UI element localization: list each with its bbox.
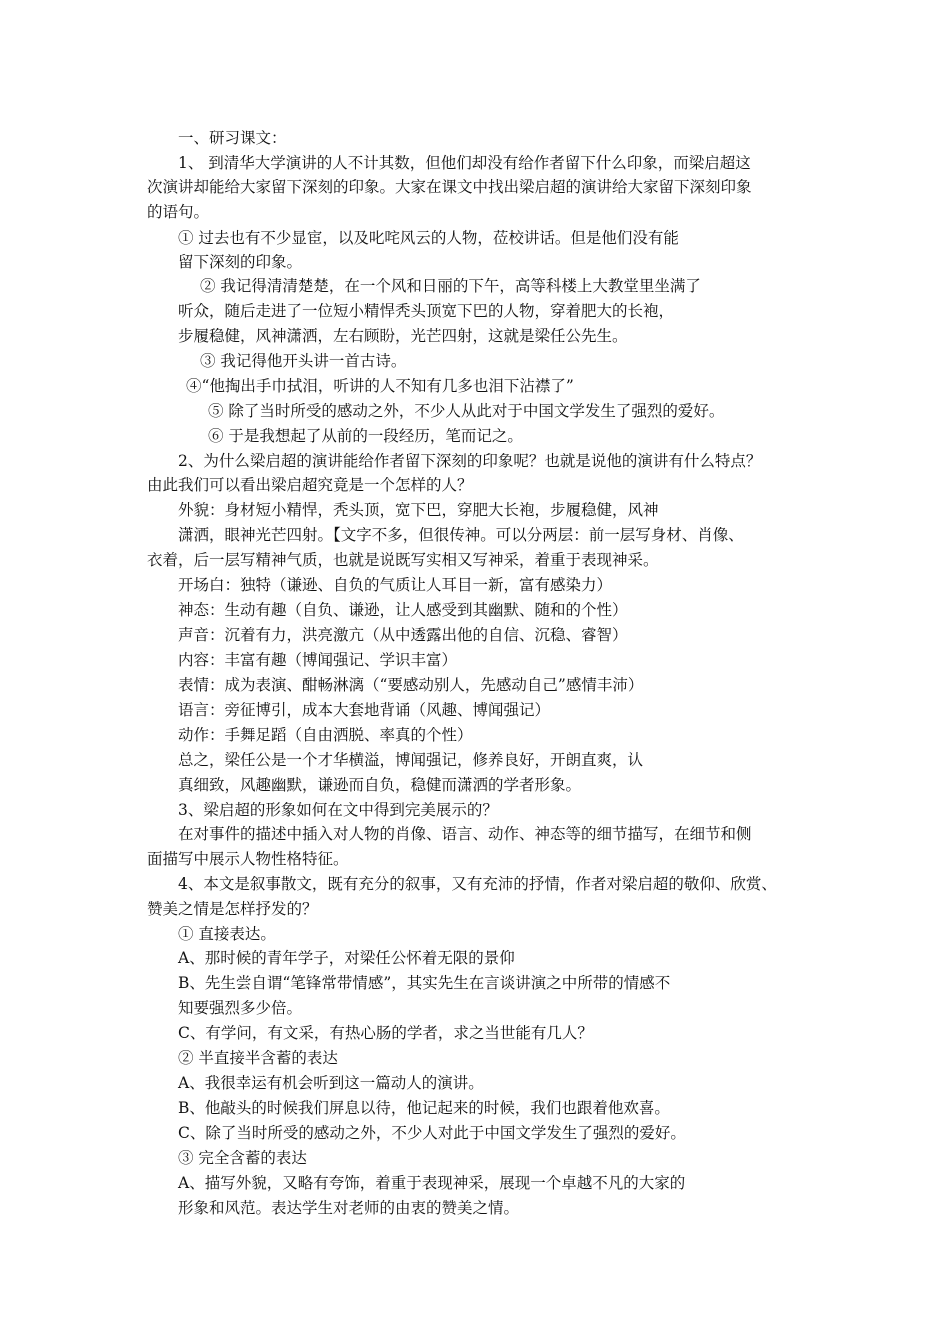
- answer-3-line-2: 面描写中展示人物性格特征。: [147, 850, 349, 868]
- quote-1-line-2: 留下深刻的印象。: [178, 253, 303, 271]
- question-4-line-2: 赞美之情是怎样抒发的？: [147, 900, 318, 918]
- appearance-line-2: 潇洒，眼神光芒四射。【文字不多，但很传神。可以分两层：前一层写身材、肖像、: [178, 526, 744, 544]
- question-2-line-1: 2、为什么梁启超的演讲能给作者留下深刻的印象呢？也就是说他的演讲有什么特点？: [178, 452, 762, 470]
- quote-6: ⑥ 于是我想起了从前的一段经历，笔而记之。: [208, 427, 523, 445]
- quote-5: ⑤ 除了当时所受的感动之外，不少人从此对于中国文学发生了强烈的爱好。: [208, 402, 725, 420]
- quote-1-line-1: ① 过去也有不少显宦，以及叱咤风云的人物，莅校讲话。但是他们没有能: [178, 229, 679, 247]
- method-1-heading: ① 直接表达。: [178, 925, 276, 943]
- quote-2-line-2: 听众，随后走进了一位短小精悍秃头顶宽下巴的人物，穿着肥大的长袍，: [178, 302, 675, 320]
- question-2-line-2: 由此我们可以看出梁启超究竟是一个怎样的人？: [147, 476, 473, 494]
- language: 语言：旁征博引，成本大套地背诵（风趣、博闻强记）: [178, 701, 551, 719]
- question-1-line-1: 1、 到清华大学演讲的人不计其数，但他们却没有给作者留下什么印象，而梁启超这: [178, 154, 751, 172]
- method-2-heading: ② 半直接半含蓄的表达: [178, 1049, 338, 1067]
- method-2-item-b: B、他敲头的时候我们屏息以待，他记起来的时候，我们也跟着他欢喜。: [178, 1099, 670, 1117]
- question-3: 3、梁启超的形象如何在文中得到完美展示的？: [178, 801, 498, 819]
- summary-line-2: 真细致，风趣幽默，谦逊而自负，稳健而潇洒的学者形象。: [178, 776, 582, 794]
- answer-3-line-1: 在对事件的描述中插入对人物的肖像、语言、动作、神态等的细节描写，在细节和侧: [178, 825, 752, 843]
- method-3-item-a-line-2: 形象和风范。表达学生对老师的由衷的赞美之情。: [178, 1199, 520, 1217]
- method-1-item-b-line-1: B、先生尝自谓“笔锋常带情感”，其实先生在言谈讲演之中所带的情感不: [178, 974, 671, 992]
- method-2-item-a: A、我很幸运有机会听到这一篇动人的演讲。: [178, 1074, 484, 1092]
- quote-3: ③ 我记得他开头讲一首古诗。: [200, 352, 407, 370]
- quote-2-line-1: ② 我记得清清楚楚，在一个风和日丽的下午，高等科楼上大教堂里坐满了: [200, 277, 701, 295]
- quote-2-line-3: 步履稳健，风神潇洒，左右顾盼，光芒四射，这就是梁任公先生。: [178, 327, 628, 345]
- method-2-item-c: C、除了当时所受的感动之外，不少人对此于中国文学发生了强烈的爱好。: [178, 1124, 686, 1142]
- question-1-line-3: 的语句。: [147, 203, 210, 221]
- summary-line-1: 总之，梁任公是一个才华横溢，博闻强记，修养良好，开朗直爽，认: [178, 751, 644, 769]
- method-1-item-b-line-2: 知要强烈多少倍。: [178, 999, 303, 1017]
- expression: 表情：成为表演、酣畅淋漓（“要感动别人，先感动自己”感情丰沛）: [178, 676, 644, 694]
- method-1-item-a: A、那时候的青年学子，对梁任公怀着无限的景仰: [178, 949, 515, 967]
- voice: 声音：沉着有力，洪亮激亢（从中透露出他的自信、沉稳、睿智）: [178, 626, 628, 644]
- content: 内容：丰富有趣（博闻强记、学识丰富）: [178, 651, 458, 669]
- appearance-line-3: 衣着，后一层写精神气质，也就是说既写实相又写神采，着重于表现神采。: [147, 551, 659, 569]
- action: 动作：手舞足蹈（自由洒脱、率真的个性）: [178, 726, 473, 744]
- quote-4: ④“他掏出手巾拭泪，听讲的人不知有几多也泪下沾襟了”: [186, 377, 574, 395]
- section-heading: 一、研习课文：: [178, 129, 287, 147]
- method-1-item-c: C、有学问，有文采，有热心肠的学者，求之当世能有几人？: [178, 1024, 593, 1042]
- method-3-item-a-line-1: A、描写外貌，又略有夸饰，着重于表现神采，展现一个卓越不凡的大家的: [178, 1174, 686, 1192]
- opening-remark: 开场白：独特（谦逊、自负的气质让人耳目一新，富有感染力）: [178, 576, 613, 594]
- question-1-line-2: 次演讲却能给大家留下深刻的印象。大家在课文中找出梁启超的演讲给大家留下深刻印象: [147, 178, 752, 196]
- method-3-heading: ③ 完全含蓄的表达: [178, 1149, 307, 1167]
- question-4-line-1: 4、本文是叙事散文，既有充分的叙事，又有充沛的抒情，作者对梁启超的敬仰、欣赏、: [178, 875, 777, 893]
- appearance-line-1: 外貌：身材短小精悍，秃头顶，宽下巴，穿肥大长袍，步履稳健，风神: [178, 501, 659, 519]
- demeanor: 神态：生动有趣（自负、谦逊，让人感受到其幽默、随和的个性）: [178, 601, 628, 619]
